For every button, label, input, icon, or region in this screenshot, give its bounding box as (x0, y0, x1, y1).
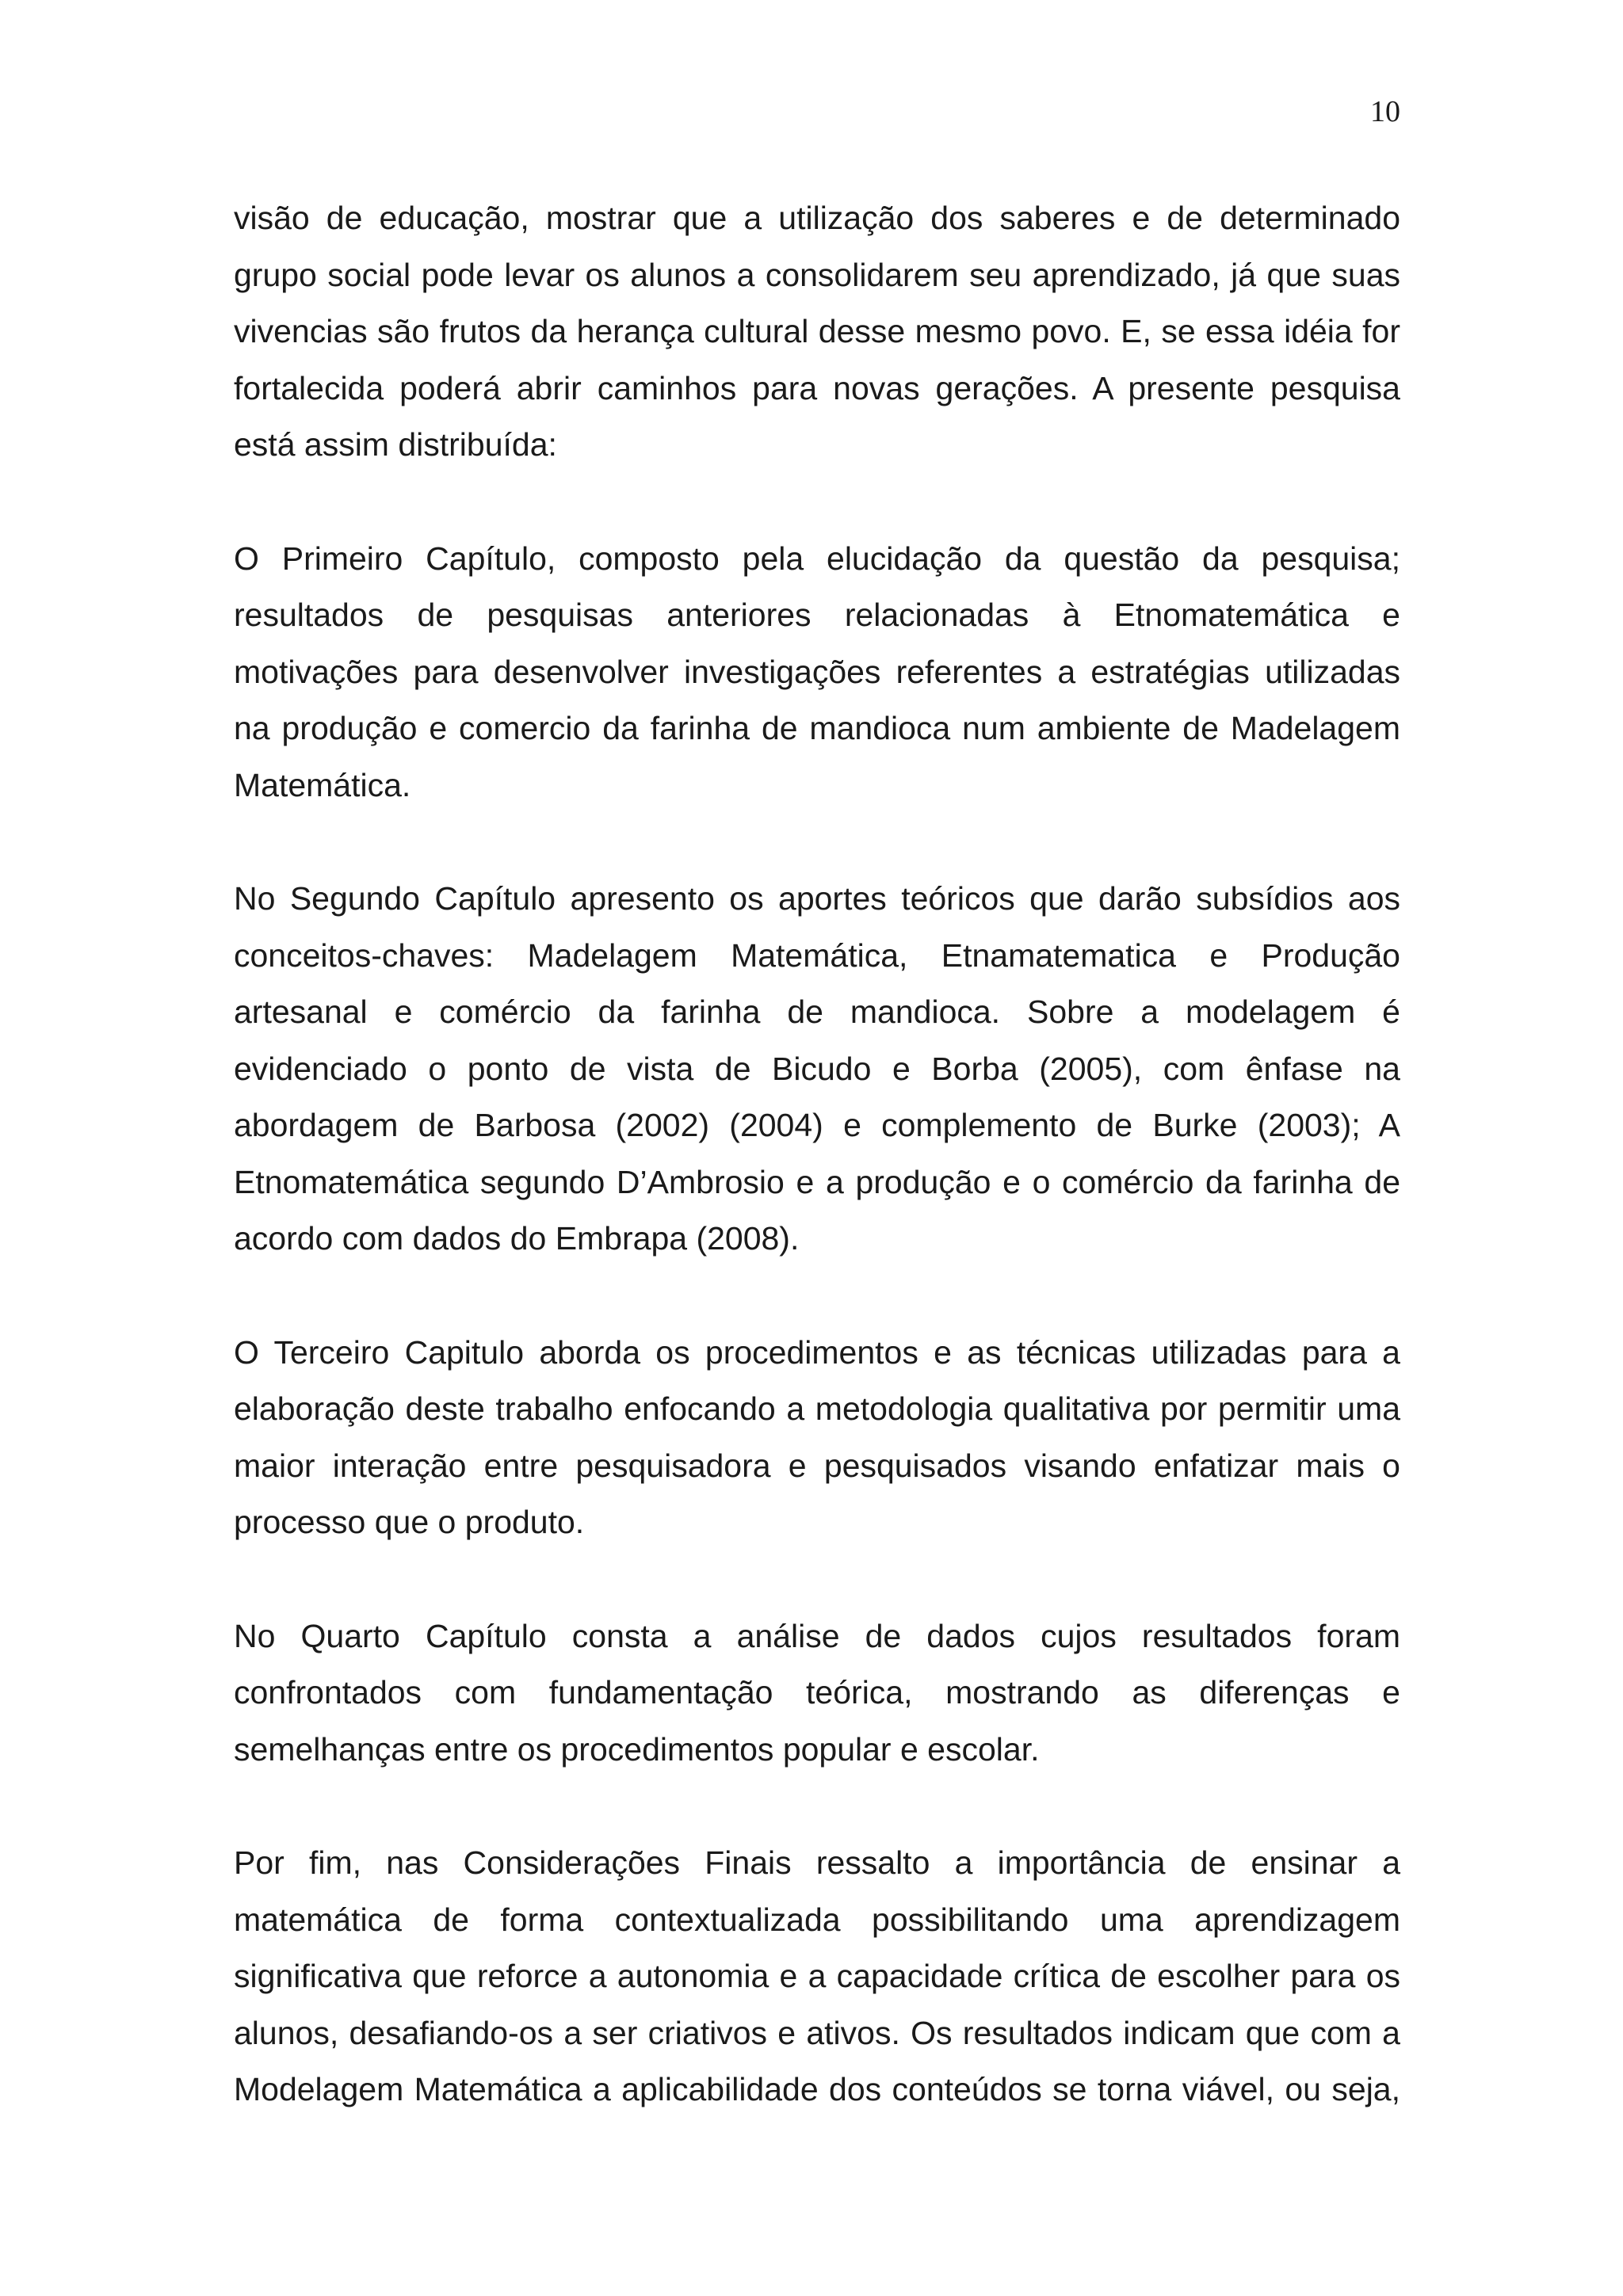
page-number: 10 (1370, 95, 1400, 128)
paragraph-final-considerations: Por fim, nas Considerações Finais ressalto a importância de ensinar a matemática de forma contextualizada possibilitando uma aprendizagem significativa que reforce a autonomia e a capacidade crítica de escolher para os alunos, desafiando-os a ser criativos e ativos. Os resultados indicam que com a Modelagem Matemática a aplicabilidade dos conteúdos se torna viável, ou seja, (234, 1844, 1400, 2107)
paragraph-first-chapter: O Primeiro Capítulo, composto pela elucidação da questão da pesquisa; resultados de pesquisas anteriores relacionadas à Etnomatemática e motivações para desenvolver investigações referentes a estratégias utilizadas na produção e comercio da farinha de mandioca num ambiente de Madelagem Matemática. (234, 540, 1400, 803)
document-body (234, 190, 1400, 2119)
paragraph-fourth-chapter: No Quarto Capítulo consta a análise de dados cujos resultados foram confrontados com fundamentação teórica, mostrando as diferenças e semelhanças entre os procedimentos popular e escolar. (234, 1617, 1400, 1768)
paragraph-intro-continuation: visão de educação, mostrar que a utilização dos saberes e de determinado grupo social pode levar os alunos a consolidarem seu aprendizado, já que suas vivencias são frutos da herança cultural desse mesmo povo. E, se essa idéia for fortalecida poderá abrir caminhos para novas gerações. A presente pesquisa está assim distribuída: (234, 200, 1400, 463)
paragraph-third-chapter: O Terceiro Capitulo aborda os procedimentos e as técnicas utilizadas para a elaboração deste trabalho enfocando a metodologia qualitativa por permitir uma maior interação entre pesquisadora e pesquisados visando enfatizar mais o processo que o produto. (234, 1333, 1400, 1540)
paragraph-second-chapter: No Segundo Capítulo apresento os aportes teóricos que darão subsídios aos conceitos-chaves: Madelagem Matemática, Etnamatematica e Produção artesanal e comércio da farinha de mandioca. Sobre a modelagem é evidenciado o ponto de vista de Bicudo e Borba (2005), com ênfase na abordagem de Barbosa (2002) (2004) e complemento de Burke (2003); A Etnomatemática segundo D’Ambrosio e a produção e o comércio da farinha de acordo com dados do Embrapa (2008). (234, 880, 1400, 1257)
